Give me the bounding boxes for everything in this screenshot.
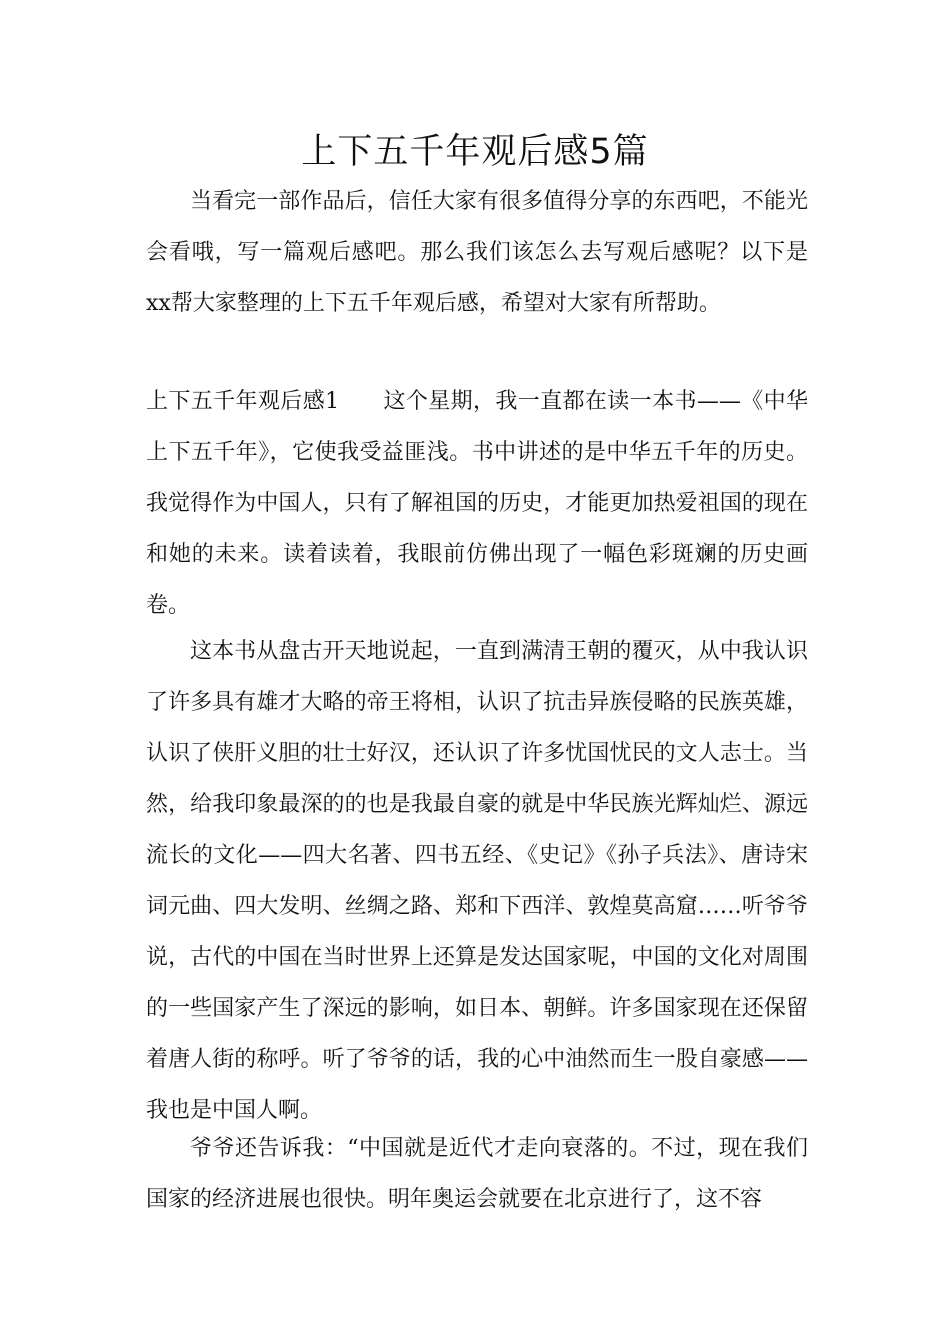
paragraph-text: 这个星期，我一直都在读一本书——《中华上下五千年》，它使我受益匪浅。书中讲述的是中华五千年的历史。我觉得作为中国人，只有了解祖国的历史，才能更加热爱祖国的现在和她的未来。读着读着，我眼前仿佛出现了一幅色彩斑斓的历史画卷。 — [146, 389, 808, 618]
intro-paragraph: 当看完一部作品后，信任大家有很多值得分享的东西吧，不能光会看哦，写一篇观后感吧。那么我们该怎么去写观后感呢？以下是xx帮大家整理的上下五千年观后感，希望对大家有所帮助。 — [146, 189, 808, 316]
document-title: 上下五千年观后感5篇 — [301, 132, 649, 172]
essay-1-third-paragraph: 爷爷还告诉我：“中国就是近代才走向衰落的。不过，现在我们国家的经济进展也很快。明年奥运会就要在北京进行了，这不容 — [146, 1136, 808, 1212]
essay-1-first-paragraph — [146, 376, 808, 631]
essay-1-second-paragraph: 这本书从盘古开天地说起，一直到满清王朝的覆灭，从中我认识了许多具有雄才大略的帝王将相，认识了抗击异族侵略的民族英雄，认识了侠肝义胆的壮士好汉，还认识了许多忧国忧民的文人志士。当然，给我印象最深的的也是我最自豪的就是中华民族光辉灿烂、源远流长的文化——四大名著、四书五经、《史记》《孙子兵法》、唐诗宋词元曲、四大发明、丝绸之路、郑和下西洋、敦煌莫高窟……听爷爷说，古代的中国在当时世界上还算是发达国家呢，中国的文化对周围的一些国家产生了深远的影响，如日本、朝鲜。许多国家现在还保留着唐人街的称呼。听了爷爷的话，我的心中油然而生一股自豪感——我也是中国人啊。 — [146, 639, 808, 1123]
essay-1-heading: 上下五千年观后感1 — [146, 389, 340, 414]
